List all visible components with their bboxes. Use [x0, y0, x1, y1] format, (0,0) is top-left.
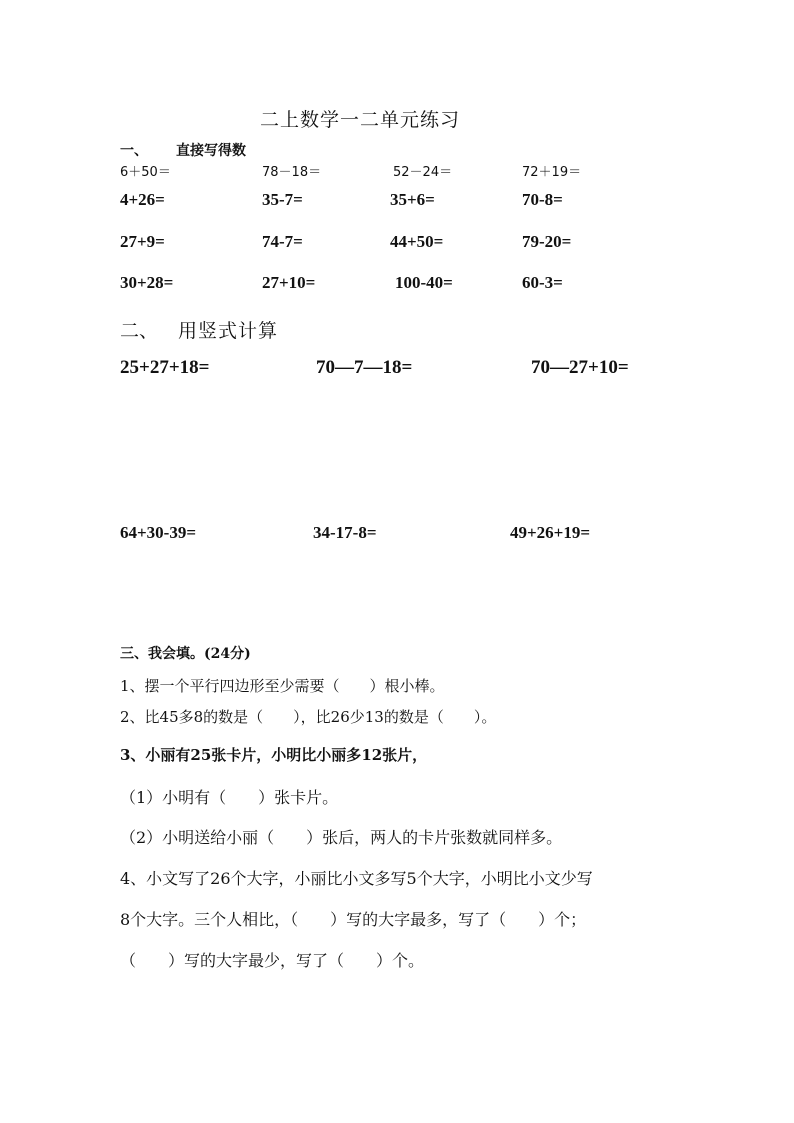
question-2: 2、比45多8的数是（ ），比26少13的数是（ ）。: [120, 708, 497, 726]
question-4-line-1: 4、小文写了26个大字，小丽比小文多写5个大字，小明比小文少写: [120, 869, 593, 888]
section1-number: 一、: [120, 143, 148, 159]
problem-1-1: 6＋50＝: [120, 165, 171, 180]
question-3: 3、小丽有25张卡片，小明比小丽多12张片，: [120, 746, 428, 764]
problem-1-2: 78－18＝: [262, 165, 322, 180]
problem-4-4: 60-3=: [522, 273, 563, 292]
vertical-calc-4: 64+30-39=: [120, 523, 197, 542]
question-3-part-1: （1）小明有（ ）张卡片。: [120, 788, 339, 807]
vertical-calc-6: 49+26+19=: [510, 523, 591, 542]
problem-3-1: 27+9=: [120, 232, 165, 251]
problem-2-1: 4+26=: [120, 190, 165, 209]
problem-2-3: 35+6=: [390, 190, 435, 209]
problem-1-4: 72＋19＝: [522, 165, 582, 180]
problem-3-2: 74-7=: [262, 232, 303, 251]
section2-heading: 用竖式计算: [178, 320, 279, 342]
question-3-part-2: （2）小明送给小丽（ ）张后，两人的卡片张数就同样多。: [120, 828, 563, 847]
problem-2-4: 70-8=: [522, 190, 563, 209]
problem-3-4: 79-20=: [522, 232, 572, 251]
problem-3-3: 44+50=: [390, 232, 444, 251]
question-4-line-3: （ ）写的大字最少，写了（ ）个。: [120, 951, 425, 970]
section2-number: 二、: [120, 320, 159, 342]
question-1: 1、摆一个平行四边形至少需要（ ）根小棒。: [120, 677, 445, 695]
question-4-line-2: 8个大字。三个人相比，（ ）写的大字最多，写了（ ）个；: [120, 910, 587, 929]
page-title: 二上数学一二单元练习: [260, 109, 461, 131]
problem-2-2: 35-7=: [262, 190, 303, 209]
problem-4-3: 100-40=: [395, 273, 453, 292]
vertical-calc-3: 70—27+10=: [531, 357, 629, 378]
section1-heading: 直接写得数: [176, 143, 246, 159]
problem-4-2: 27+10=: [262, 273, 316, 292]
vertical-calc-2: 70—7—18=: [316, 357, 413, 378]
section3-heading: 三、我会填。(24分): [120, 646, 251, 662]
vertical-calc-1: 25+27+18=: [120, 357, 210, 378]
vertical-calc-5: 34-17-8=: [313, 523, 377, 542]
problem-4-1: 30+28=: [120, 273, 174, 292]
problem-1-3: 52－24＝: [393, 165, 453, 180]
